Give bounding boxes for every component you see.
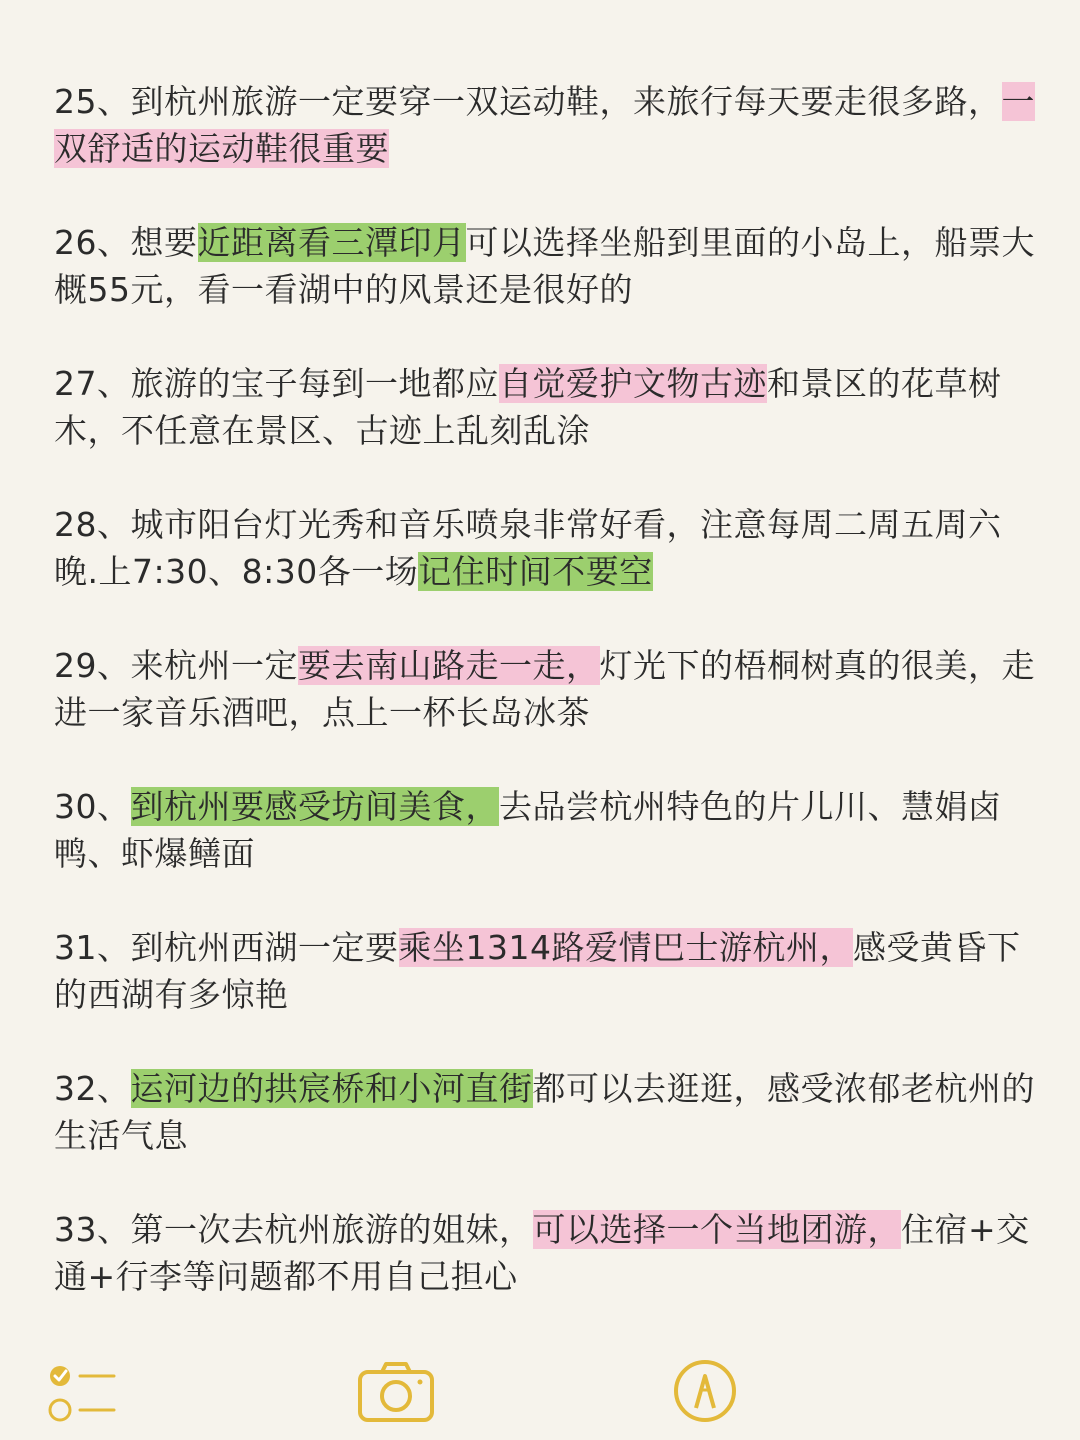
tip-text: 可以选择坐船到里面的小岛上，船票大概55元，看一看湖中的风景还是很好的: [54, 223, 1035, 309]
tip-text: 感受黄昏下的西湖有多惊艳: [54, 928, 1021, 1014]
markup-icon[interactable]: [672, 1358, 738, 1424]
highlight-pink: 乘坐1314路爱情巴士游杭州，: [398, 928, 853, 967]
highlight-pink: 要去南山路走一走，: [298, 646, 600, 685]
tip-item-30: [54, 783, 1044, 877]
tip-text: 31、到杭州西湖一定要: [54, 928, 399, 967]
tip-item-33: [54, 1206, 1044, 1300]
highlight-pink: 可以选择一个当地团游，: [532, 1210, 901, 1249]
highlight-green: 近距离看三潭印月: [197, 223, 466, 262]
tip-text: 28、城市阳台灯光秀和音乐喷泉非常好看，注意每周二周五周六晚.上7:30、8:30各一场: [54, 505, 1002, 591]
tip-text: 灯光下的梧桐树真的很美，走进一家音乐酒吧，点上一杯长岛冰茶: [54, 646, 1035, 732]
bottom-toolbar: [0, 1340, 1080, 1440]
tip-text: 30、: [54, 787, 131, 826]
tip-text: 27、旅游的宝子每到一地都应: [54, 364, 499, 403]
tip-text: 去品尝杭州特色的片儿川、慧娟卤鸭、虾爆鳝面: [54, 787, 1002, 873]
highlight-green: 运河边的拱宸桥和小河直街: [130, 1069, 533, 1108]
tip-item-31: [54, 924, 1044, 1018]
tip-item-25: [54, 78, 1044, 172]
highlight-green: 记住时间不要空: [418, 552, 653, 591]
tip-text: 25、到杭州旅游一定要穿一双运动鞋，来旅行每天要走很多路，: [54, 82, 1002, 121]
tip-item-27: [54, 360, 1044, 454]
tip-text: 26、想要: [54, 223, 198, 262]
tip-text: 33、第一次去杭州旅游的姐妹，: [54, 1210, 533, 1249]
highlight-green: 到杭州要感受坊间美食，: [130, 787, 499, 826]
tip-item-26: [54, 219, 1044, 313]
tip-text: 都可以去逛逛，感受浓郁老杭州的生活气息: [54, 1069, 1035, 1155]
checklist-icon[interactable]: [46, 1360, 118, 1426]
tip-text: 29、来杭州一定: [54, 646, 298, 685]
note-body[interactable]: [54, 78, 1044, 1347]
tip-text: 和景区的花草树木，不任意在景区、古迹上乱刻乱涂: [54, 364, 1002, 450]
tip-text: 住宿+交通+行李等问题都不用自己担心: [54, 1210, 1030, 1296]
camera-icon[interactable]: [356, 1358, 436, 1424]
tip-text: 32、: [54, 1069, 131, 1108]
highlight-pink: 自觉爱护文物古迹: [499, 364, 767, 403]
tip-item-29: [54, 642, 1044, 736]
tip-item-28: [54, 501, 1044, 595]
highlight-pink: 一双舒适的运动鞋很重要: [54, 82, 1035, 168]
tip-item-32: [54, 1065, 1044, 1159]
